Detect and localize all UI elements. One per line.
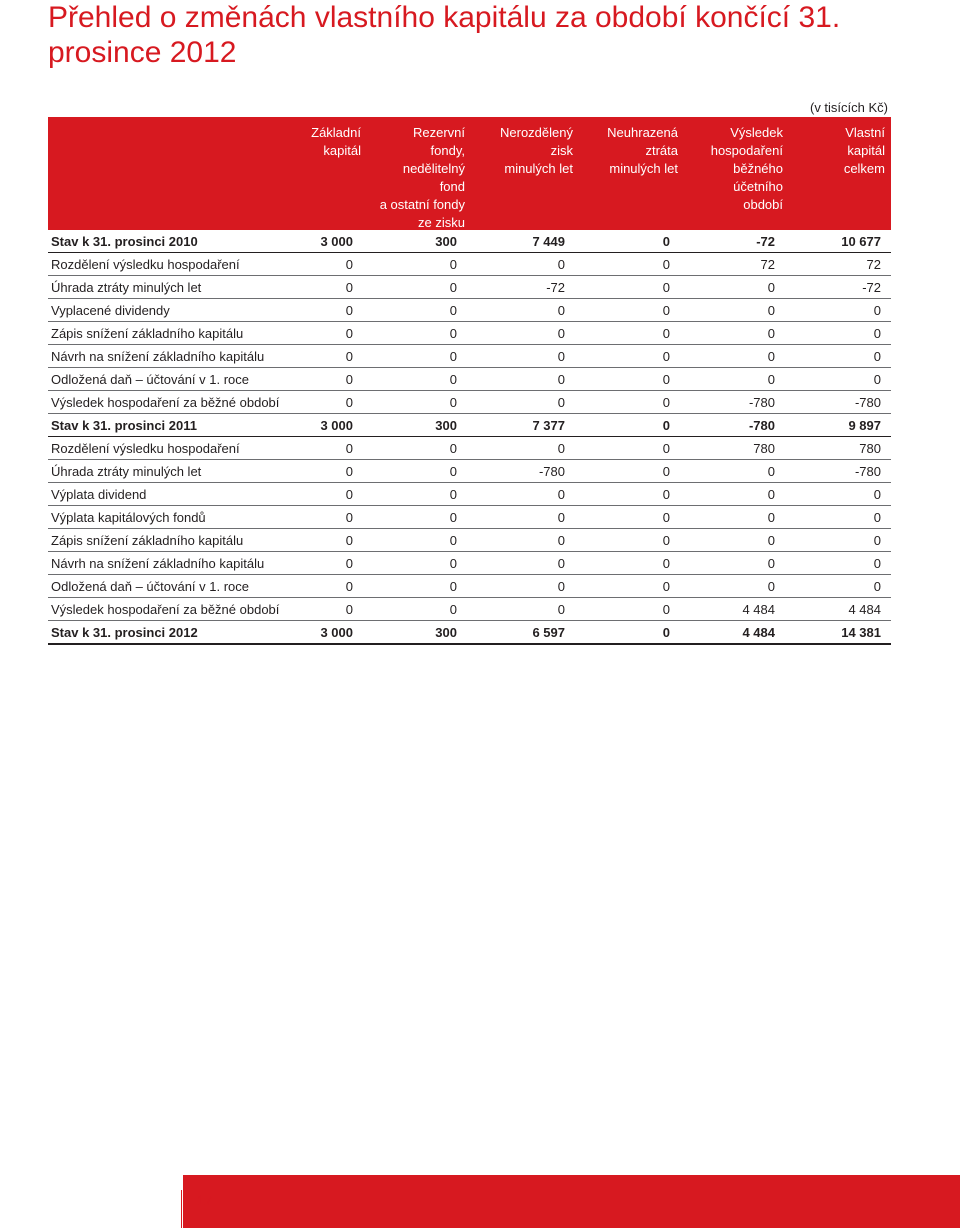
cell-value: 0 [557, 371, 565, 387]
cell-value: 0 [345, 348, 353, 364]
row-label: Výplata kapitálových fondů [51, 509, 206, 525]
cell-value: 0 [345, 463, 353, 479]
cell-value: 0 [873, 348, 881, 364]
cell-value: 0 [767, 371, 775, 387]
row-label: Odložená daň – účtování v 1. roce [51, 371, 250, 387]
cell-value: 0 [449, 578, 457, 594]
cell-value: 0 [662, 417, 670, 433]
cell-value: 0 [662, 532, 670, 548]
cell-value: 10 677 [841, 233, 881, 249]
page-title: Přehled o změnách vlastního kapitálu za období končící 31. prosince 2012 [48, 1, 841, 69]
cell-value: 9 897 [848, 417, 881, 433]
cell-value: 0 [345, 302, 353, 318]
cell-value: 3 000 [320, 417, 353, 433]
cell-value: 7 377 [532, 417, 565, 433]
cell-value: 0 [873, 578, 881, 594]
table-row [48, 621, 891, 645]
units-note: (v tisících Kč) [809, 100, 888, 115]
cell-value: -72 [756, 233, 775, 249]
cell-value: 0 [662, 624, 670, 640]
cell-value: 0 [557, 486, 565, 502]
equity-table [48, 117, 891, 645]
table-row [48, 575, 891, 598]
cell-value: 0 [662, 578, 670, 594]
column-header: Nerozdělený zisk minulých let [500, 125, 573, 176]
cell-value: 0 [662, 463, 670, 479]
cell-value: 0 [873, 555, 881, 571]
cell-value: -780 [854, 463, 881, 479]
column-header: Rezervní fondy, nedělitelný fond a ostatní fondy ze zisku [379, 125, 465, 230]
cell-value: 7 449 [532, 233, 565, 249]
row-label: Zápis snížení základního kapitálu [51, 325, 244, 341]
cell-value: 0 [767, 578, 775, 594]
table-row [48, 460, 891, 483]
cell-value: 0 [873, 371, 881, 387]
table-body [48, 230, 891, 645]
cell-value: 0 [873, 532, 881, 548]
cell-value: 0 [345, 532, 353, 548]
cell-value: 4 484 [742, 601, 775, 617]
cell-value: 0 [557, 440, 565, 456]
table-row [48, 391, 891, 414]
table-header [48, 117, 891, 230]
cell-value: -780 [538, 463, 565, 479]
table-row [48, 598, 891, 621]
cell-value: 0 [345, 394, 353, 410]
cell-value: 0 [345, 371, 353, 387]
row-label: Výplata dividend [51, 486, 147, 502]
cell-value: 780 [753, 440, 775, 456]
row-label: Výsledek hospodaření za běžné období [51, 601, 280, 617]
cell-value: 0 [449, 279, 457, 295]
cell-value: 0 [557, 601, 565, 617]
cell-value: 0 [662, 440, 670, 456]
table-row [48, 552, 891, 575]
cell-value: -72 [546, 279, 565, 295]
column-header: Neuhrazená ztráta minulých let [607, 125, 678, 176]
cell-value: 14 381 [841, 624, 881, 640]
cell-value: 0 [557, 325, 565, 341]
page-number: 17 [197, 1192, 213, 1208]
row-label: Stav k 31. prosinci 2012 [51, 624, 198, 640]
table-row [48, 345, 891, 368]
table-row [48, 414, 891, 437]
cell-value: 0 [767, 486, 775, 502]
cell-value: -780 [854, 394, 881, 410]
cell-value: 0 [767, 509, 775, 525]
table-row [48, 276, 891, 299]
table-row [48, 368, 891, 391]
cell-value: 0 [767, 463, 775, 479]
cell-value: 0 [449, 302, 457, 318]
cell-value: 4 484 [848, 601, 881, 617]
cell-value: 0 [873, 302, 881, 318]
cell-value: 0 [449, 394, 457, 410]
cell-value: 0 [345, 578, 353, 594]
cell-value: 0 [449, 532, 457, 548]
cell-value: 0 [557, 256, 565, 272]
cell-value: 0 [345, 509, 353, 525]
cell-value: 0 [873, 325, 881, 341]
cell-value: 0 [662, 486, 670, 502]
row-label: Úhrada ztráty minulých let [51, 279, 202, 295]
cell-value: 0 [662, 302, 670, 318]
cell-value: -72 [862, 279, 881, 295]
cell-value: 0 [557, 348, 565, 364]
footer-divider [181, 1190, 182, 1228]
row-label: Vyplacené dividendy [51, 302, 170, 318]
cell-value: 780 [859, 440, 881, 456]
cell-value: -780 [748, 394, 775, 410]
table-row [48, 529, 891, 552]
column-header: Výsledek hospodaření běžného účetního období [710, 125, 783, 212]
row-label: Úhrada ztráty minulých let [51, 463, 202, 479]
row-label: Návrh na snížení základního kapitálu [51, 348, 265, 364]
cell-value: 0 [662, 256, 670, 272]
row-label: Zápis snížení základního kapitálu [51, 532, 244, 548]
cell-value: 0 [345, 256, 353, 272]
table-row [48, 230, 891, 253]
cell-value: 6 597 [532, 624, 565, 640]
cell-value: 300 [435, 624, 457, 640]
cell-value: 0 [557, 555, 565, 571]
cell-value: 0 [662, 601, 670, 617]
cell-value: 0 [557, 509, 565, 525]
cell-value: 0 [345, 486, 353, 502]
table-row [48, 322, 891, 345]
row-label: Výsledek hospodaření za běžné období [51, 394, 280, 410]
row-label: Stav k 31. prosinci 2010 [51, 233, 198, 249]
cell-value: 300 [435, 233, 457, 249]
row-label: Odložená daň – účtování v 1. roce [51, 578, 250, 594]
cell-value: 0 [449, 256, 457, 272]
table-row [48, 437, 891, 460]
cell-value: 0 [449, 486, 457, 502]
cell-value: 72 [760, 256, 775, 272]
cell-value: 0 [662, 371, 670, 387]
cell-value: 0 [873, 509, 881, 525]
cell-value: 0 [662, 325, 670, 341]
cell-value: 0 [767, 302, 775, 318]
cell-value: 0 [662, 233, 670, 249]
cell-value: 0 [767, 555, 775, 571]
cell-value: 0 [557, 394, 565, 410]
cell-value: 4 484 [742, 624, 775, 640]
footer-left [0, 1175, 183, 1228]
cell-value: 0 [449, 325, 457, 341]
cell-value: 300 [435, 417, 457, 433]
cell-value: 0 [557, 302, 565, 318]
row-label: Návrh na snížení základního kapitálu [51, 555, 265, 571]
column-header: Základní kapitál [311, 125, 361, 158]
cell-value: 0 [449, 601, 457, 617]
cell-value: 0 [662, 279, 670, 295]
table-row [48, 483, 891, 506]
cell-value: 0 [873, 486, 881, 502]
row-label: Stav k 31. prosinci 2011 [51, 417, 197, 433]
cell-value: 0 [662, 509, 670, 525]
cell-value: 0 [449, 440, 457, 456]
cell-value: 0 [767, 532, 775, 548]
cell-value: 0 [345, 440, 353, 456]
cell-value: 0 [767, 279, 775, 295]
table-row [48, 253, 891, 276]
cell-value: 3 000 [320, 624, 353, 640]
cell-value: 0 [345, 601, 353, 617]
cell-value: 0 [449, 463, 457, 479]
cell-value: 0 [662, 394, 670, 410]
cell-value: 0 [662, 555, 670, 571]
cell-value: 0 [449, 348, 457, 364]
cell-value: 0 [767, 325, 775, 341]
row-label: Rozdělení výsledku hospodaření [51, 256, 240, 272]
cell-value: 0 [557, 532, 565, 548]
cell-value: 3 000 [320, 233, 353, 249]
cell-value: 0 [557, 578, 565, 594]
cell-value: 0 [767, 348, 775, 364]
cell-value: 0 [345, 279, 353, 295]
cell-value: 0 [449, 555, 457, 571]
cell-value: 0 [662, 348, 670, 364]
cell-value: 0 [449, 509, 457, 525]
column-header: Vlastní kapitál celkem [843, 125, 885, 176]
cell-value: 72 [866, 256, 881, 272]
row-label: Rozdělení výsledku hospodaření [51, 440, 240, 456]
cell-value: 0 [449, 371, 457, 387]
table-row [48, 506, 891, 529]
table-row [48, 299, 891, 322]
cell-value: 0 [345, 555, 353, 571]
cell-value: -780 [748, 417, 775, 433]
cell-value: 0 [345, 325, 353, 341]
